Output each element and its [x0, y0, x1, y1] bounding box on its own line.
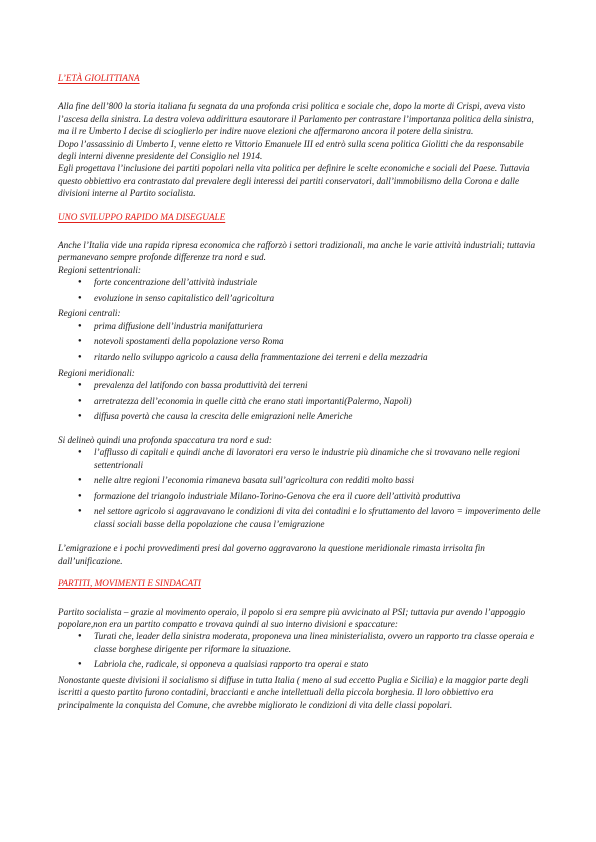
- section3-list: [58, 630, 542, 670]
- section-heading-eta-giolittiana: L’ETÀ GIOLITTIANA: [58, 73, 140, 83]
- list-item: ● diffusa povertà che causa la crescita delle emigrazioni nelle Americhe: [78, 410, 542, 422]
- region-label-north: Regioni settentrionali:: [58, 264, 141, 275]
- region-list-south: [58, 379, 542, 423]
- spacer: [58, 533, 542, 542]
- intro-paragraph-1: Alla fine dell’800 la storia italiana fu segnata da una profonda crisi politica e sociale che, dopo la morte di Crispi, aveva visto l’ascesa della sinistra. La destra voleva addirittura esautorare il Parlamento per contrastare l’importanza politica della sinistra, ma il re Umberto I decise di scioglierlo per indire nuove elezioni che affermarono ancora il potere della sinistra.: [58, 101, 534, 137]
- list-item: ● ritardo nello sviluppo agricolo a causa della frammentazione dei terreni e della mezzadria: [78, 351, 542, 363]
- list-item: ● forte concentrazione dell’attività industriale: [78, 276, 542, 288]
- list-item: ● nelle altre regioni l’economia rimaneva basata sull’agricoltura con redditi molto bassi: [78, 474, 542, 486]
- section3-closing-paragraph: Nonostante queste divisioni il socialismo si diffuse in tutta Italia ( meno al sud eccetto Puglia e Sicilia) e la maggior parte degli iscritti a questo partito furono contadini, braccianti e anche intellettuali della piccola borghesia. Il loro obbiettivo era principalmente la conquista del Comune, che avrebbe migliorato le condizioni di vita delle classi popolari.: [58, 675, 529, 710]
- split-list: [58, 446, 542, 530]
- region-label-center: Regioni centrali:: [58, 308, 121, 319]
- list-item: ● Turati che, leader della sinistra moderata, proponeva una linea ministerialista, ovvero un rapporto tra classe operaia e classe borghese dirigente per riformare la situazione.: [78, 630, 542, 655]
- split-intro: Si delineò quindi una profonda spaccatura tra nord e sud:: [58, 434, 272, 445]
- spacer: [58, 200, 542, 211]
- section2-intro: Anche l’Italia vide una rapida ripresa economica che rafforzò i settori tradizionali, ma anche le varie attività industriali; tuttavia permanevano sempre profonde differenze tra nord e sud.: [58, 240, 536, 263]
- list-item: ● prima diffusione dell’industria manifatturiera: [78, 320, 542, 332]
- section-heading-partiti: PARTITI, MOVIMENTI E SINDACATI: [58, 578, 201, 589]
- spacer: [58, 426, 542, 434]
- section3-intro: Partito socialista – grazie al movimento operaio, il popolo si era sempre più avvicinato al PSI; tuttavia pur avendo l’appoggio popolare,non era un partito compatto e trovava quindi al suo interno divisioni e spaccature:: [58, 606, 526, 630]
- intro-paragraph-3: Egli progettava l’inclusione dei partiti popolari nella vita politica per definire le scelte economiche e sociali del Paese. Tuttavia questo obbiettivo era contrastato dal prevalere degli interessi dei partiti conservatori, dall’immobilismo della Corona e dalle divisioni interne al Partito socialista.: [58, 163, 530, 199]
- list-item: ● nel settore agricolo si aggravavano le condizioni di vita dei contadini e lo sfruttamento del lavoro = impoverimento delle classi sociali basse della popolazione che causa l’emigrazione: [78, 505, 542, 530]
- list-item: ● notevoli spostamenti della popolazione verso Roma: [78, 335, 542, 347]
- list-item: ● evoluzione in senso capitalistico dell’agricoltura: [78, 292, 542, 304]
- emigration-paragraph: L’emigrazione e i pochi provvedimenti presi dal governo aggravarono la questione meridionale rimasta irrisolta fin dall’unificazione.: [58, 543, 485, 566]
- list-item: ● arretratezza dell’economia in quelle città che erano stati importanti(Palermo, Napoli): [78, 395, 542, 407]
- region-list-north: [58, 276, 542, 304]
- list-item: ● prevalenza del latifondo con bassa produttività dei terreni: [78, 379, 542, 391]
- list-item: ● Labriola che, radicale, si opponeva a qualsiasi rapporto tra operai e stato: [78, 658, 542, 670]
- list-item: ● formazione del triangolo industriale Milano-Torino-Genova che era il cuore dell’attività produttiva: [78, 490, 542, 502]
- spacer: [58, 567, 542, 577]
- section-heading-sviluppo: UNO SVILUPPO RAPIDO MA DISEGUALE: [58, 211, 226, 222]
- document-body: [58, 72, 542, 711]
- region-label-south: Regioni meridionali:: [58, 367, 135, 378]
- intro-paragraph-2: Dopo l’assassinio di Umberto I, venne eletto re Vittorio Emanuele III ed entrò sulla scena politica Giolitti che da responsabile degli interni divenne presidente del Consiglio nel 1914.: [58, 138, 524, 162]
- region-list-center: [58, 320, 542, 364]
- list-item: ● l’afflusso di capitali e quindi anche di lavoratori era verso le industrie più dinamiche che si trovavano nelle regioni settentrionali: [78, 446, 542, 471]
